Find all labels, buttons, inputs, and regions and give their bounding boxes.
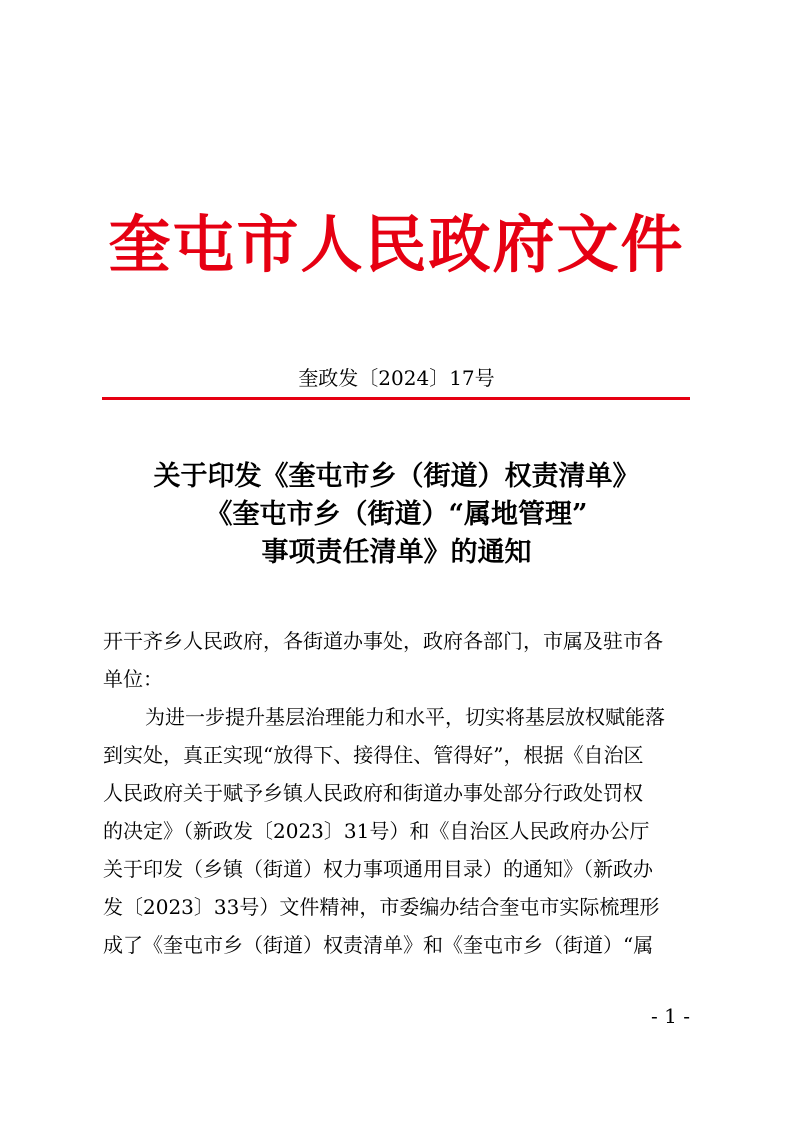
notice-title-line-3: 事项责任清单》的通知 (261, 537, 532, 568)
body-line: 的决定》（新政发〔2023〕31号）和《自治区人民政府办公厅 (103, 819, 650, 843)
body-line: 人民政府关于赋予乡镇人民政府和街道办事处部分行政处罚权 (103, 781, 643, 805)
body-line: 成了《奎屯市乡（街道）权责清单》和《奎屯市乡（街道）“属 (103, 933, 654, 957)
page-number: - 1 - (651, 1004, 690, 1028)
notice-title (0, 458, 793, 572)
body-line: 到实处，真正实现“放得下、接得住、管得好”，根据《自治区 (103, 743, 644, 767)
addressee-line-2: 单位： (103, 667, 163, 691)
addressee-line-1: 开干齐乡人民政府，各街道办事处，政府各部门，市属及驻市各 (103, 629, 663, 653)
document-number: 奎政发〔2024〕17号 (298, 366, 495, 390)
body-text (103, 622, 690, 964)
body-line: 发〔2023〕33号）文件精神，市委编办结合奎屯市实际梳理形 (103, 895, 660, 919)
body-line: 为进一步提升基层治理能力和水平，切实将基层放权赋能落 (145, 705, 665, 729)
body-line: 关于印发（乡镇（街道）权力事项通用目录）的通知》（新政办 (103, 857, 653, 881)
notice-title-line-2: 《奎屯市乡（街道）“属地管理” (205, 499, 588, 530)
red-divider-rule (102, 397, 690, 400)
masthead-title: 奎屯市人民政府文件 (108, 208, 685, 281)
notice-title-line-1: 关于印发《奎屯市乡（街道）权责清单》 (153, 461, 640, 492)
